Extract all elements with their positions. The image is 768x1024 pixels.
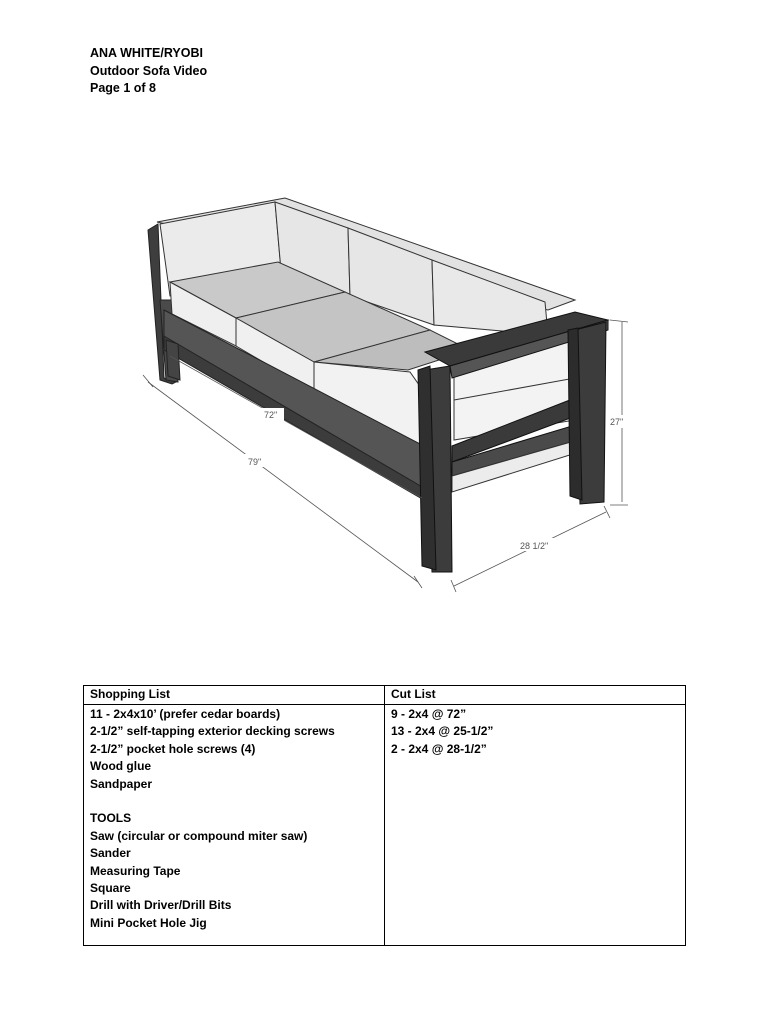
dim-depth: 28 1/2"	[520, 541, 549, 551]
cut-item: 9 - 2x4 @ 72”	[391, 707, 467, 721]
cut-item: 2 - 2x4 @ 28-1/2”	[391, 741, 487, 756]
tool-item: Square	[90, 881, 131, 896]
tools-heading: TOOLS	[90, 811, 132, 826]
cut-list-header: Cut List	[385, 686, 686, 705]
tool-item: Sander	[90, 846, 131, 861]
tool-item: Measuring Tape	[90, 863, 181, 878]
tool-item: Drill with Driver/Drill Bits	[90, 898, 232, 913]
cut-list-cell	[385, 705, 686, 946]
shopping-item: Wood glue	[90, 759, 152, 774]
dim-overall-length: 79"	[248, 457, 262, 467]
dim-height: 27"	[610, 417, 624, 427]
cut-item: 13 - 2x4 @ 25-1/2”	[391, 724, 494, 739]
shopping-item: Sandpaper	[90, 776, 153, 791]
header-page-number: Page 1 of 8	[90, 81, 156, 95]
shopping-item: 11 - 2x4x10’ (prefer cedar boards)	[90, 707, 281, 721]
dim-inner-length: 72"	[264, 410, 278, 420]
shopping-item: 2-1/2” pocket hole screws (4)	[90, 741, 256, 756]
header-title: Outdoor Sofa Video	[90, 63, 208, 78]
list-spacer	[90, 793, 378, 810]
shopping-list-cell	[84, 705, 385, 946]
shopping-item: 2-1/2” self-tapping exterior decking screws	[90, 724, 335, 739]
materials-table	[83, 685, 686, 946]
shopping-list-header: Shopping List	[84, 686, 385, 705]
tool-item: Saw (circular or compound miter saw)	[90, 828, 308, 843]
header-author: ANA WHITE/RYOBI	[90, 46, 203, 60]
tool-item: Mini Pocket Hole Jig	[90, 915, 207, 930]
